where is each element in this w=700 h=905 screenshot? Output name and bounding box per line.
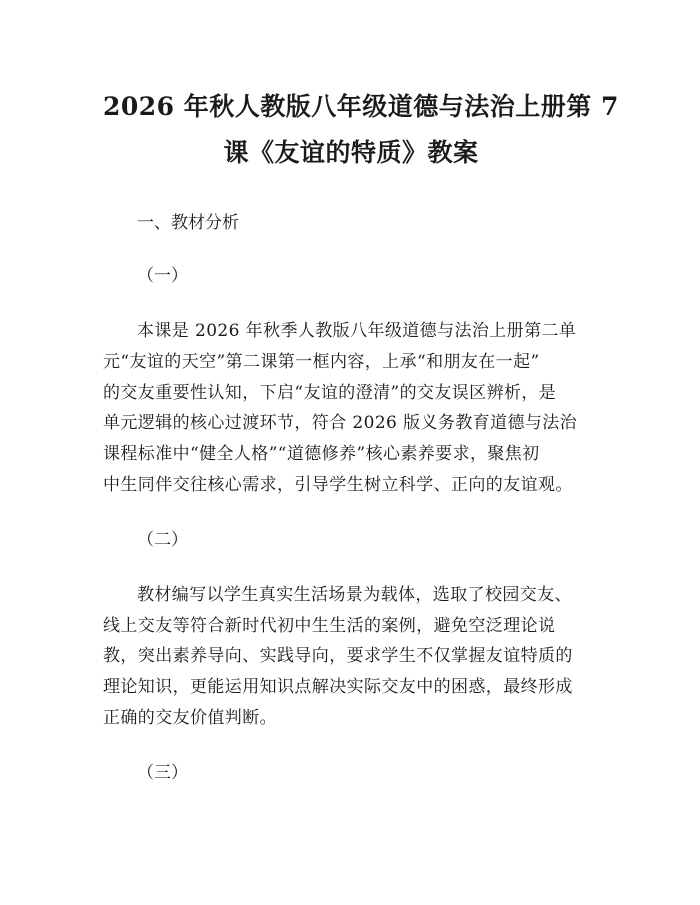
paragraph-line: 线上交友等符合新时代初中生生活的案例，避免空泛理论说 <box>103 615 556 636</box>
paragraph-line: 教材编写以学生真实生活场景为载体，选取了校园交友、 <box>137 584 572 605</box>
title-line: 2026 年秋人教版八年级道德与法治上册第 7 <box>103 92 619 121</box>
subsection-heading-2: （二） <box>137 529 188 550</box>
paragraph-line: 课程标准中“健全人格”“道德修养”核心素养要求，聚焦初 <box>103 444 540 465</box>
paragraph-line: 正确的交友价值判断。 <box>103 707 277 728</box>
paragraph-2 <box>103 580 599 734</box>
paragraph-line: 单元逻辑的核心过渡环节，符合 2026 版义务教育道德与法治 <box>103 413 578 434</box>
paragraph-line: 本课是 2026 年秋季人教版八年级道德与法治上册第二单 <box>137 321 577 341</box>
subsection-heading-3: （三） <box>137 762 188 783</box>
paragraph-line: 教，突出素养导向、实践导向，要求学生不仅掌握友谊特质的 <box>103 646 573 667</box>
subsection-heading-1: （一） <box>137 266 188 286</box>
paragraph-1 <box>103 316 599 501</box>
paragraph-line: 理论知识，更能运用知识点解决实际交友中的困惑，最终形成 <box>103 677 573 698</box>
document-title <box>103 0 619 176</box>
section-heading: 一、教材分析 <box>137 213 239 233</box>
paragraph-line: 的交友重要性认知，下启“友谊的澄清”的交友误区辨析，是 <box>103 382 557 403</box>
paragraph-line: 元“友谊的天空”第二课第一框内容，上承“和朋友在一起” <box>103 351 540 372</box>
title-line: 课《友谊的特质》教案 <box>223 138 479 167</box>
paragraph-line: 中生同伴交往核心需求，引导学生树立科学、正向的友谊观。 <box>103 474 573 495</box>
